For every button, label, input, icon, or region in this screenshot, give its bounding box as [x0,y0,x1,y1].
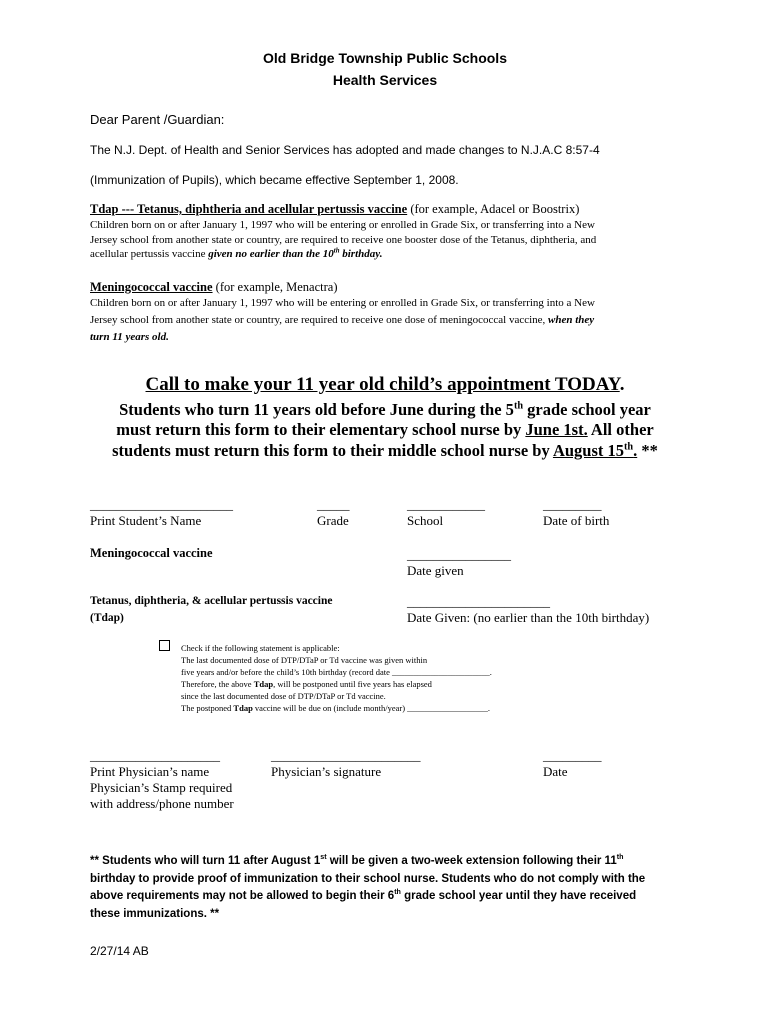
extension-note-sup-1: st [320,853,327,862]
document-code: 2/27/14 AB [90,944,149,958]
checkbox-note-line-6-bold: Tdap [233,703,253,713]
extension-note-line-3-b: grade school year until they have received [400,890,637,902]
callout-line-3-date-text: August 15 [552,441,624,460]
mening-example: (for example, Menactra) [212,280,338,294]
checkbox-note-line-6 [181,702,492,714]
physician-signature-line[interactable]: _______________________ [271,748,421,763]
tdap-line-3 [90,248,382,260]
extension-note-line-4: these immunizations. ** [90,907,220,920]
tdap-line-3-suffix: birthday. [339,248,383,260]
checkbox-note-line-4 [181,678,492,690]
intro-line-1: The N.J. Dept. of Health and Senior Services has adopted and made changes to N.J.A.C 8:57-4 [90,143,600,157]
physician-name-line[interactable]: ____________________ [90,748,220,763]
physician-stamp-line-1: Physician’s Stamp required [90,780,233,795]
tdap-line-1: Children born on or after January 1, 1997 who will be entering or enrolled in Grade Six, or transferring into a New [90,219,595,231]
tdap-example: (for example, Adacel or Boostrix) [407,202,580,216]
callout-line-2-date: June 1st. [525,420,588,439]
postpone-checkbox[interactable] [159,640,170,651]
callout-line-1-prefix: Students who turn 11 years old before June during the 5 [119,400,514,419]
grade-line[interactable]: _____ [317,497,350,512]
physician-stamp-line-2: with address/phone number [90,796,234,811]
callout-line-3-date [553,441,637,460]
checkbox-note-line-1: Check if the following statement is applicable: [181,643,340,653]
physician-name-label: Print Physician’s name [90,764,210,779]
tdap-line-3-emph-text: given no earlier than the 10 [208,248,334,260]
callout-line-1-suffix: grade school year [523,400,651,419]
student-name-label: Print Student’s Name [90,513,202,528]
extension-note-line-2: birthday to provide proof of immunization to their school nurse. Students who do not comply with the [90,872,646,885]
school-name: Old Bridge Township Public Schools [263,50,507,66]
callout-line-3-prefix: students must return this form to their middle school nurse by [112,441,553,460]
dob-label: Date of birth [543,513,610,528]
callout-line-2-suffix: All other [587,420,654,439]
extension-note-line-3 [90,888,645,906]
extension-note-line-1-b: will be given a two-week extension following their 11 [326,855,617,867]
tdap-line-2: Jersey school from another state or country, are required to receive one booster dose of the Tetanus, diphtheria, and [90,234,597,246]
tdap-line-3-sup: th [333,247,340,255]
tdap-heading [90,202,579,217]
tdap-vaccine-label-2: (Tdap) [90,612,124,624]
physician-date-label: Date [543,764,568,779]
tdap-title: Tdap --- Tetanus, diphtheria and acellular pertussis vaccine [90,202,408,216]
mening-line-1: Children born on or after January 1, 1997 who will be entering or enrolled in Grade Six, or transferring into a New [90,297,595,309]
checkbox-note-line-6-suffix: vaccine will be due on (include month/year) ___________________. [252,703,491,713]
mening-line-3: turn 11 years old. [90,331,169,343]
checkbox-note [181,642,492,714]
extension-note-line-1 [90,853,645,871]
dob-line[interactable]: _________ [543,497,602,512]
physician-signature-label: Physician’s signature [271,764,382,779]
callout-line-2-prefix: must return this form to their elementary school nurse by [116,420,526,439]
school-line[interactable]: ____________ [407,497,485,512]
callout-line-3-date-end: . [633,441,638,460]
checkbox-note-line-5: since the last documented dose of DTP/DTaP or Td vaccine. [181,691,386,701]
callout-line-1 [0,400,770,420]
checkbox-note-line-6-prefix: The postponed [181,703,234,713]
mening-date-label: Date given [407,563,464,578]
extension-note [90,853,645,923]
department-name: Health Services [332,72,438,88]
salutation: Dear Parent /Guardian: [90,112,225,127]
checkbox-note-line-4-suffix: , will be postponed until five years has elapsed [273,679,432,689]
school-label: School [407,513,444,528]
tdap-line-3-emph [208,248,382,260]
tdap-date-line[interactable]: ______________________ [407,594,550,609]
mening-heading [90,280,337,295]
callout-line-1-sup: th [513,400,524,412]
physician-date-line[interactable]: _________ [543,748,602,763]
intro-line-2: (Immunization of Pupils), which became effective September 1, 2008. [90,173,459,187]
callout-line-3-sup: th [624,441,634,453]
extension-note-sup-3: th [394,888,401,897]
tdap-vaccine-label-1: Tetanus, diphtheria, & acellular pertussis vaccine [90,595,333,607]
grade-label: Grade [317,513,349,528]
physician-name-block [90,764,234,812]
mening-title: Meningococcal vaccine [90,280,213,294]
tdap-date-label: Date Given: (no earlier than the 10th birthday) [407,610,650,625]
student-name-line[interactable]: ______________________ [90,497,233,512]
callout-headline-text: Call to make your 11 year old child’s appointment TODAY [145,374,620,395]
tdap-line-3-prefix: acellular pertussis vaccine [90,248,209,260]
extension-note-line-1-a: ** Students who will turn 11 after August 1 [90,855,321,867]
callout-headline-period: . [619,374,625,395]
checkbox-note-line-3: five years and/or before the child’s 10th birthday (record date _______________________. [181,667,492,677]
callout-line-2 [0,420,770,440]
checkbox-note-line-4-bold: Tdap [253,679,274,689]
callout-line-3 [0,441,770,461]
mening-vaccine-label: Meningococcal vaccine [90,546,213,560]
extension-note-line-3-a: above requirements may not be allowed to begin their 6 [90,890,395,902]
mening-date-line[interactable]: ________________ [407,547,511,562]
checkbox-note-line-4-prefix: Therefore, the above [181,679,254,689]
callout-headline [0,374,770,396]
callout-line-3-suffix: ** [637,441,658,460]
mening-line-2 [90,314,594,326]
mening-line-2-prefix: Jersey school from another state or country, are required to receive one dose of meningococcal vaccine, [90,314,549,326]
extension-note-sup-2: th [616,853,624,862]
checkbox-note-line-2: The last documented dose of DTP/DTaP or Td vaccine was given within [181,655,428,665]
mening-line-2-emph: when they [548,314,595,326]
